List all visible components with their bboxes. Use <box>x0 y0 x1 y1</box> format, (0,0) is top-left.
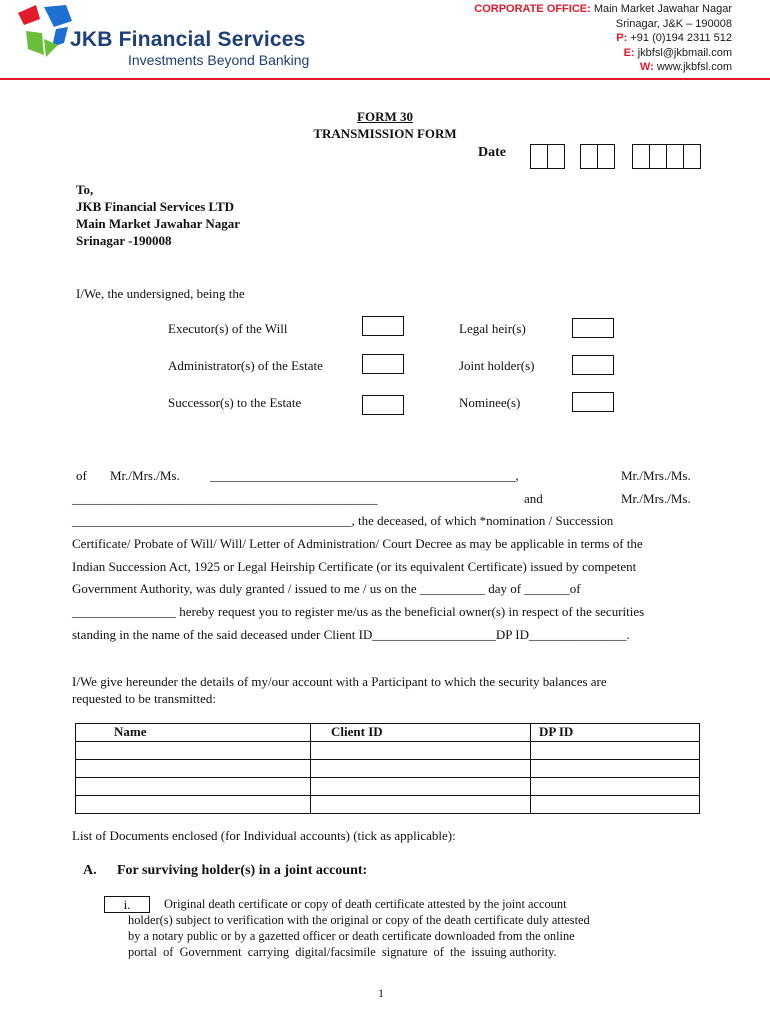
table-header-dp-id: DP ID <box>531 724 700 742</box>
section-a-item-i <box>128 896 670 960</box>
date-label: Date <box>478 145 506 160</box>
form-number: FORM 30 <box>357 109 413 124</box>
header-divider <box>0 78 770 80</box>
item-i-marker: i. <box>123 897 131 912</box>
logo-mark-icon <box>14 3 76 59</box>
declaration-title-2: Mr./Mrs./Ms. <box>621 468 691 483</box>
table-cell-client-id[interactable] <box>311 760 531 778</box>
address-line1: JKB Financial Services LTD <box>76 199 235 214</box>
item-i-line2: holder(s) subject to verification with the original or copy of the death certificate duly attested <box>128 913 590 927</box>
date-digit-box[interactable] <box>650 144 667 169</box>
date-digit-box[interactable] <box>548 144 565 169</box>
office-address-line2: Srinagar, J&K – 190008 <box>615 17 732 30</box>
option-executor-checkbox[interactable] <box>362 316 404 336</box>
office-website[interactable]: W: www.jkbfsl.com <box>639 61 732 73</box>
table-cell-client-id[interactable] <box>311 742 531 760</box>
table-cell-name[interactable] <box>76 742 311 760</box>
declaration-line: Certificate/ Probate of Will/ Will/ Letter of Administration/ Court Decree as may be applicable in terms of the <box>72 535 643 551</box>
address-line3: Srinagar -190008 <box>76 233 172 248</box>
form-title: TRANSMISSION FORM <box>313 126 457 141</box>
table-header-row <box>76 724 700 742</box>
table-cell-dp-id[interactable] <box>531 778 700 796</box>
table-cell-dp-id[interactable] <box>531 796 700 814</box>
address-line2: Main Market Jawahar Nagar <box>76 216 241 231</box>
corporate-office-block <box>372 2 732 75</box>
address-to: To, <box>76 182 94 197</box>
company-logo <box>14 3 76 59</box>
option-executor-label: Executor(s) of the Will <box>168 321 288 336</box>
option-joint-holder-checkbox[interactable] <box>572 355 614 375</box>
table-header-client-id: Client ID <box>311 724 531 742</box>
table-row <box>76 778 700 796</box>
option-nominee-label: Nominee(s) <box>459 395 521 410</box>
table-cell-name[interactable] <box>76 760 311 778</box>
option-successor-checkbox[interactable] <box>362 395 404 415</box>
account-intro <box>72 673 607 707</box>
table-row <box>76 796 700 814</box>
declaration-title-3: Mr./Mrs./Ms. <box>621 491 691 506</box>
date-digit-box[interactable] <box>530 144 548 169</box>
date-digit-box[interactable] <box>632 144 650 169</box>
declaration-paragraph <box>72 510 700 647</box>
company-tagline: Investments Beyond Banking <box>128 52 310 68</box>
declaration-line: standing in the name of the said deceased under Client ID___________________DP ID_______________. <box>72 626 630 642</box>
declaration-line: Government Authority, was duly granted / issued to me / us on the __________ day of _______of <box>72 581 581 597</box>
addressee-block <box>76 181 240 249</box>
date-year-boxes[interactable] <box>632 144 701 169</box>
date-digit-box[interactable] <box>667 144 684 169</box>
company-name: JKB Financial Services <box>70 28 306 51</box>
option-nominee-checkbox[interactable] <box>572 392 614 412</box>
option-administrator-label: Administrator(s) of the Estate <box>168 358 323 373</box>
date-digit-box[interactable] <box>598 144 615 169</box>
option-legal-heir-label: Legal heir(s) <box>459 321 526 336</box>
office-email[interactable]: E: jkbfsl@jkbmail.com <box>623 46 732 59</box>
deceased-name-field-1[interactable]: _______________________________________________, <box>210 468 519 483</box>
table-cell-dp-id[interactable] <box>531 742 700 760</box>
table-cell-name[interactable] <box>76 796 311 814</box>
option-administrator-checkbox[interactable] <box>362 354 404 374</box>
documents-intro: List of Documents enclosed (for Individual accounts) (tick as applicable): <box>72 828 456 843</box>
date-day-boxes[interactable] <box>530 144 565 169</box>
intro-text: I/We, the undersigned, being the <box>76 286 245 301</box>
date-digit-box[interactable] <box>684 144 701 169</box>
declaration-and: and <box>524 491 543 506</box>
section-a-title: For surviving holder(s) in a joint account: <box>117 863 368 878</box>
table-cell-dp-id[interactable] <box>531 760 700 778</box>
date-month-boxes[interactable] <box>580 144 615 169</box>
table-cell-client-id[interactable] <box>311 796 531 814</box>
account-intro-line2: requested to be transmitted: <box>72 691 217 706</box>
account-details-table <box>75 723 700 814</box>
table-header-name: Name <box>76 724 311 742</box>
declaration-line: ________________ hereby request you to register me/us as the beneficial owner(s) in respect of the securities <box>72 604 645 620</box>
item-i-line3: by a notary public or by a gazetted officer or death certificate downloaded from the online <box>128 929 575 943</box>
office-address-line1: CORPORATE OFFICE: Main Market Jawahar Nagar <box>474 3 732 15</box>
declaration-title-1: Mr./Mrs./Ms. <box>110 468 180 483</box>
deceased-name-field-2[interactable]: _______________________________________________ <box>72 491 378 506</box>
office-phone: P: +91 (0)194 2311 512 <box>616 32 732 44</box>
table-row <box>76 742 700 760</box>
table-cell-name[interactable] <box>76 778 311 796</box>
item-i-line4: portal of Government carrying digital/facsimile signature of the issuing authority. <box>128 945 557 959</box>
section-a-letter: A. <box>83 863 97 878</box>
declaration-of: of <box>76 468 87 483</box>
declaration-line: ___________________________________________, the deceased, of which *nomination / Succession <box>72 513 614 528</box>
option-joint-holder-label: Joint holder(s) <box>459 358 535 373</box>
account-intro-line1: I/We give hereunder the details of my/our account with a Participant to which the security balances are <box>72 674 607 689</box>
option-legal-heir-checkbox[interactable] <box>572 318 614 338</box>
table-row <box>76 760 700 778</box>
date-digit-box[interactable] <box>580 144 598 169</box>
page-number: 1 <box>378 986 384 1000</box>
option-successor-label: Successor(s) to the Estate <box>168 395 302 410</box>
table-cell-client-id[interactable] <box>311 778 531 796</box>
item-i-line1: Original death certificate or copy of death certificate attested by the joint account <box>164 897 567 911</box>
declaration-line: Indian Succession Act, 1925 or Legal Heirship Certificate (or its equivalent Certificate) issued by competent <box>72 558 637 574</box>
